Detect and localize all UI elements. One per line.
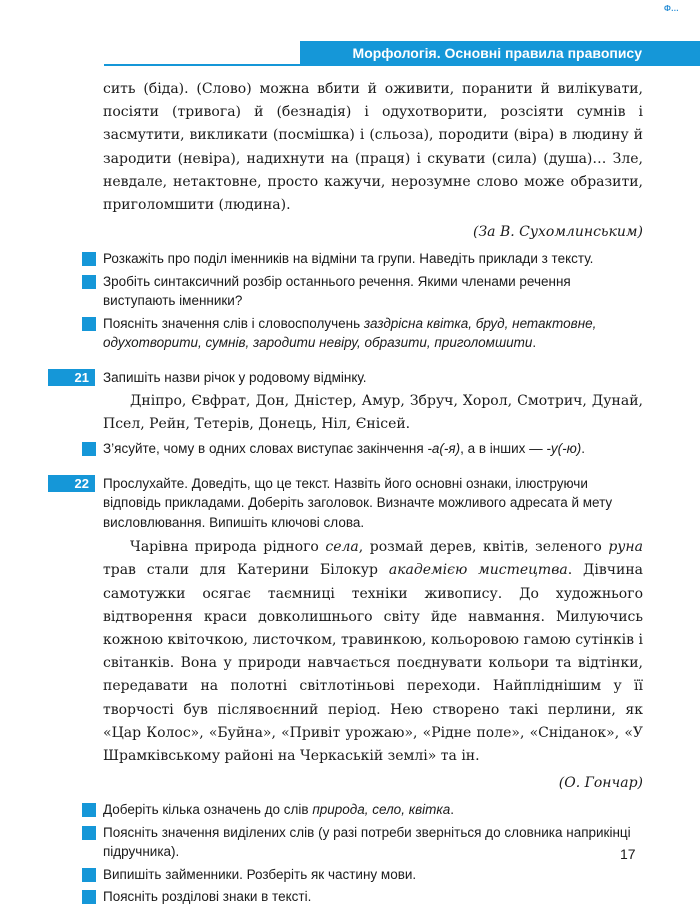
task-item bbox=[103, 249, 643, 269]
task-text: Випишіть займенники. Розберіть як частину мови. bbox=[103, 866, 417, 882]
task-square-icon bbox=[82, 868, 96, 882]
task-text: Доберіть кілька означень до слів bbox=[103, 802, 313, 818]
task-square-icon bbox=[82, 442, 96, 456]
text-part: . Дівчина самотужки осягає таємниці техніки живопису. До художнього відтворення краси довколишнього світу йде навмання. Милуючись кожною квіточкою, листочком, травинкою, кольоровою гамою сутінків і світанків. Вона у природи навчається поєднувати кольори та відтінки, передавати на полотні світлотіньові переходи. Найпліднішим у її творчості був післявоєнний період. Нею створено такі перлини, як «Цар Колос», «Буйна», «Привіт урожаю», «Рідне поле», «Сніданок», «У Шрамківському районі на Черкаській землі» та ін. bbox=[103, 562, 643, 765]
task-square-icon bbox=[82, 252, 96, 266]
exercise-number: 22 bbox=[48, 475, 95, 492]
ending-2: -у(-ю) bbox=[546, 441, 582, 457]
task-item bbox=[103, 887, 643, 907]
page-content bbox=[74, 78, 643, 910]
chapter-header: Морфологія. Основні правила правопису bbox=[300, 41, 700, 66]
task-item bbox=[103, 272, 643, 311]
text-part: , розмай дерев, квітів, зеленого bbox=[358, 539, 609, 556]
task-item bbox=[103, 439, 643, 459]
task-square-icon bbox=[82, 317, 96, 331]
task-item bbox=[103, 823, 643, 862]
task-text: Зробіть синтаксичний розбір останнього речення. Якими членами речення виступають іменники? bbox=[103, 273, 571, 309]
rivers-list: Дніпро, Євфрат, Дон, Дністер, Амур, Збруч, Хорол, Смотрич, Дунай, Псел, Рейн, Тетерів, Донець, Ніл, Єнісей. bbox=[103, 393, 643, 433]
text-part: трав стали для Катерини Білокур bbox=[103, 562, 389, 579]
exercise-21 bbox=[74, 368, 643, 388]
task-square-icon bbox=[82, 275, 96, 289]
ending-1: -а(-я) bbox=[427, 441, 461, 457]
task-mid: , а в інших — bbox=[460, 441, 547, 457]
exercise-instruction: Прослухайте. Доведіть, що це текст. Назвіть його основні ознаки, ілюструючи відповідь прикладами. Доберіть заголовок. Визначте можливого адресата й мету висловлювання. Випишіть ключові слова. bbox=[103, 475, 613, 530]
text-paragraph bbox=[103, 536, 643, 768]
task-item bbox=[103, 800, 643, 820]
task-text: Поясніть значення слів і словосполучень bbox=[103, 315, 364, 331]
task-words: заздрісна квітка, бруд, нетактовне, одухотворити, сумнів, зародити невіру, образити, приголомшити bbox=[103, 315, 597, 351]
highlighted-word: села bbox=[325, 539, 359, 556]
task-tail: . bbox=[450, 802, 455, 818]
task-square-icon bbox=[82, 803, 96, 817]
highlighted-word: руна bbox=[608, 539, 643, 556]
exercise-22 bbox=[74, 474, 643, 533]
task-words: природа, село, квітка bbox=[312, 802, 451, 818]
publisher-logo: Ф… bbox=[664, 4, 679, 13]
task-text: Поясніть значення виділених слів (у разі потреби зверніться до словника наприкінці підручника). bbox=[103, 824, 631, 860]
task-text: Розкажіть про поділ іменників на відміни та групи. Наведіть приклади з тексту. bbox=[103, 251, 594, 267]
header-rule bbox=[104, 64, 650, 66]
intro-paragraph: сить (біда). (Слово) можна вбити й оживити, поранити й вилікувати, посіяти (тривога) й (безнадія) і одухотворити, розсіяти сумнів і засмутити, викликати (посмішка) і (сльоза), породити (віра) в людину й зародити (невіра), надихнути на (праця) і скувати (сила) (душа)… Зле, невдале, нетактовне, просто кажучи, нерозумне слово може образити, приголомшити (людина). bbox=[103, 81, 643, 214]
text-part: Чарівна природа рідного bbox=[130, 539, 326, 556]
task-item bbox=[103, 314, 643, 353]
task-tail: . bbox=[532, 335, 537, 351]
task-text: З’ясуйте, чому в одних словах виступає закінчення bbox=[103, 441, 428, 457]
exercise-instruction: Запишіть назви річок у родовому відмінку. bbox=[103, 369, 367, 385]
exercise-number: 21 bbox=[48, 369, 95, 386]
task-item bbox=[103, 865, 643, 885]
author-1: (За В. Сухомлинським) bbox=[473, 224, 643, 241]
task-tail: . bbox=[581, 441, 586, 457]
task-square-icon bbox=[82, 826, 96, 840]
author-2: (О. Гончар) bbox=[558, 775, 643, 792]
task-text: Поясніть розділові знаки в тексті. bbox=[103, 889, 312, 905]
task-square-icon bbox=[82, 890, 96, 904]
page-number: 17 bbox=[620, 846, 636, 862]
highlighted-word: академією мистецтва bbox=[388, 562, 568, 579]
